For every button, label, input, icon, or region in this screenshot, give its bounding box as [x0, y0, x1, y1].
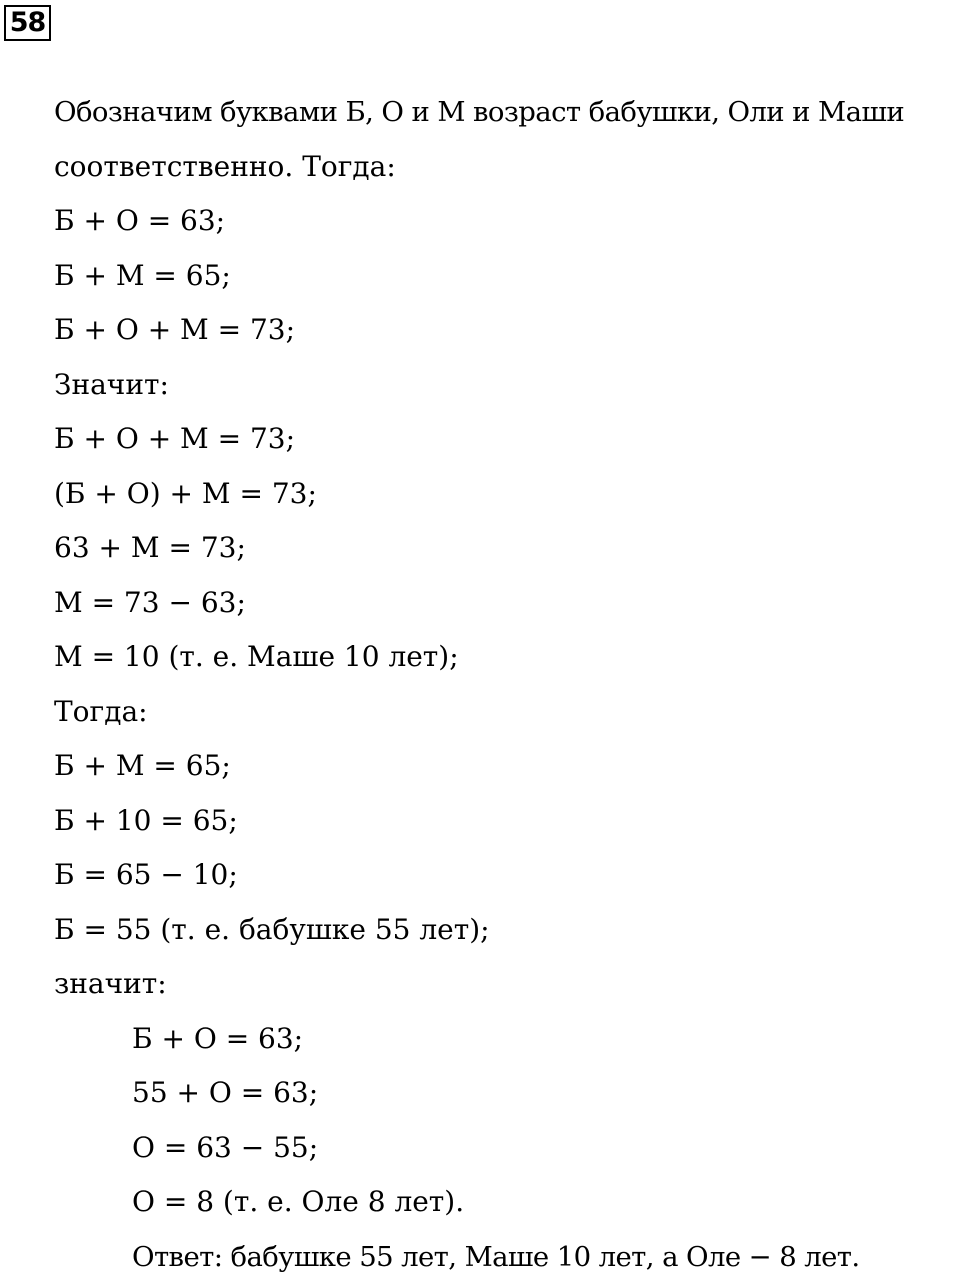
- equation-line: О = 8 (т. е. Оле 8 лет).: [0, 1175, 960, 1230]
- equation-line: Б = 55 (т. е. бабушке 55 лет);: [0, 903, 960, 958]
- equation-line: Б + 10 = 65;: [0, 794, 960, 849]
- equation-line: Б + М = 65;: [0, 739, 960, 794]
- solution-text: [0, 85, 960, 1284]
- equation-line: (Б + О) + М = 73;: [0, 467, 960, 522]
- equation-line: М = 73 − 63;: [0, 576, 960, 631]
- equation-line: Б + О = 63;: [0, 1012, 960, 1067]
- equation-line: О = 63 − 55;: [0, 1121, 960, 1176]
- problem-number-badge: 58: [4, 5, 51, 41]
- text-line-intro-1: Обозначим буквами Б, О и М возраст бабушки, Оли и Маши: [0, 85, 960, 140]
- text-line-therefore: значит:: [0, 957, 960, 1012]
- equation-line: Б + М = 65;: [0, 249, 960, 304]
- equation-line: Б = 65 − 10;: [0, 848, 960, 903]
- equation-line: М = 10 (т. е. Маше 10 лет);: [0, 630, 960, 685]
- answer-line: Ответ: бабушке 55 лет, Маше 10 лет, а Оле − 8 лет.: [0, 1230, 960, 1284]
- equation-line: 55 + О = 63;: [0, 1066, 960, 1121]
- text-line-intro-2: соответственно. Тогда:: [0, 140, 960, 195]
- equation-line: Б + О + М = 73;: [0, 303, 960, 358]
- equation-line: 63 + М = 73;: [0, 521, 960, 576]
- text-line-therefore: Значит:: [0, 358, 960, 413]
- equation-line: Б + О + М = 73;: [0, 412, 960, 467]
- text-line-then: Тогда:: [0, 685, 960, 740]
- equation-line: Б + О = 63;: [0, 194, 960, 249]
